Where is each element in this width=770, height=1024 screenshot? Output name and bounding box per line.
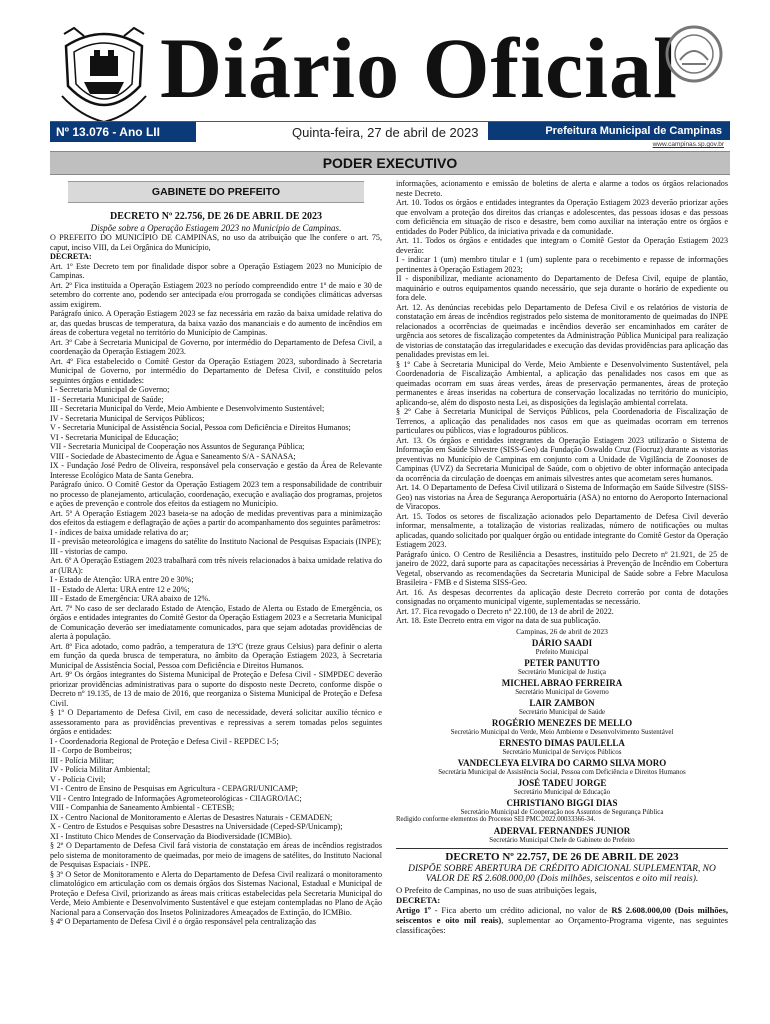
masthead-title: Diário Oficial xyxy=(160,20,678,116)
paragraph: V - Polícia Civil; xyxy=(50,774,106,784)
signature-role: Secretário Municipal de Governo xyxy=(515,687,609,696)
paragraph: VIII - Sociedade de Abastecimento de Água e Saneamento S/A - SANASA; xyxy=(50,451,296,461)
paragraph: I - Secretaria Municipal de Governo; xyxy=(50,385,170,394)
paragraph: IX - Centro Nacional de Monitoramento e Alertas de Desastres Naturais - CEMADEN; xyxy=(50,812,333,822)
signature-role: Secretário Municipal do Verde, Meio Ambiente e Desenvolvimento Sustentável xyxy=(450,727,674,736)
signature-name: MICHEL ABRAO FERREIRA xyxy=(501,677,623,688)
paragraph: X - Centro de Estudos e Pesquisas sobre Desastres na Universidade (Ceped-SP/Unicamp); xyxy=(50,822,343,831)
issue-date: Quinta-feira, 27 de abril de 2023 xyxy=(292,125,479,140)
decree2-subtitle: DISPÕE SOBRE ABERTURA DE CRÉDITO ADICIONAL SUPLEMENTAR, NO VALOR DE R$ 2.608.000,00 (Dois milhões, seiscentos e oito mil reais). xyxy=(408,863,716,884)
paragraph: I - Coordenadoria Regional de Proteção e Defesa Civil - REPDEC I-5; xyxy=(50,736,279,746)
paragraph: IX - Fundação José Pedro de Oliveira, responsável pela conservação e gestão da Área de Relevante Interesse Ecológico Mata de Santa Genebra. xyxy=(50,461,382,480)
paragraph: VI - Secretaria Municipal de Educação; xyxy=(50,432,179,442)
paragraph: II - previsão meteorológica e imagens do satélite do Instituto Nacional de Pesquisas Espaciais (INPE); xyxy=(50,537,382,546)
signature-block xyxy=(396,638,728,816)
paragraph: II - Corpo de Bombeiros; xyxy=(50,746,132,755)
paragraph: § 2º O Departamento de Defesa Civil fará vistoria de constatação em áreas de incêndios registrados pelo sistema de monitoramento de queimadas, por meio de imagens de satélites, do Instituto Nacional de Pesquisas Espaciais - INPE. xyxy=(50,841,382,869)
paragraph: Art. 13. Os órgãos e entidades integrantes da Operação Estiagem 2023 utilizarão o Sistema de Informação em Saúde Silvestre (SISS-Geo) da Fundação Oswaldo Cruz (Fiocruz) durante as vistorias preventivas no Município de Campinas em conjunto com a Unidade de Vigilância de Zoonoses de Campinas (UVZ) da Secretaria Municipal de Saúde, com o objetivo de obter informação antecipada da ocorrência da circulação de doenças em animais silvestres antes que acometam seres humanos. xyxy=(396,435,728,483)
paragraph: VII - Secretaria Municipal de Cooperação nos Assuntos de Segurança Pública; xyxy=(50,442,305,451)
paragraph: Art. 16. As despesas decorrentes da aplicação deste Decreto correrão por conta de dotações consignadas no orçamento municipal vigente, suplementadas se necessário. xyxy=(396,587,728,606)
city-coat-of-arms-icon xyxy=(60,26,148,124)
article-label: Artigo 1º xyxy=(396,904,431,915)
place-date: Campinas, 26 de abril de 2023 xyxy=(516,626,608,636)
paragraph: I - indicar 1 (um) membro titular e 1 (um) suplente para o recebimento e repasse de informações pertinentes à Operação Estiagem 2023; xyxy=(396,255,728,274)
paragraph: IV - Secretaria Municipal de Serviços Públicos; xyxy=(50,413,205,423)
decree2-decreta: DECRETA: xyxy=(396,894,441,905)
signature-name: PETER PANUTTO xyxy=(524,657,600,668)
decree-body-continued xyxy=(396,179,728,626)
issue-number: Nº 13.076 - Ano LII xyxy=(50,122,196,142)
paragraph: VII - Centro Integrado de Informações Agrometeorológicas - CIIAGRO/IAC; xyxy=(50,793,302,803)
redigido-note: Redigido conforme elementos do Processo SEI PMC.2022.00033366-34. xyxy=(396,815,596,823)
signature-name: ROGÉRIO MENEZES DE MELLO xyxy=(491,717,633,728)
article-text: , suplementar ao Orçamento-Programa vigente, nas seguintes classificações: xyxy=(396,914,728,935)
site-link[interactable]: www.campinas.sp.gov.br xyxy=(652,141,724,148)
paragraph: XI - Instituto Chico Mendes de Conservação da Biodiversidade (ICMBio). xyxy=(50,831,292,841)
paragraph: Art. 4º Fica estabelecido o Comitê Gestor da Operação Estiagem 2023, subordinado à Secretaria Municipal de Governo, por intermédio do Departamento de Defesa Civil, e constituído pelos seguintes órgãos e entidades: xyxy=(50,356,382,385)
decree2-intro: O Prefeito de Campinas, no uso de suas atribuições legais, xyxy=(396,884,597,895)
paragraph: § 3º O Setor de Monitoramento e Alerta do Departamento de Defesa Civil realizará o monitoramento climatológico em articulação com os demais órgãos dos Sistemas Nacional, Estadual e Municipal de Proteção e Defesa Civil, priorizando as áreas mais críticas estabelecidas pela Secretaria Municipal do Verde, Meio Ambiente e Desenvolvimento Sustentável e que estejam contempladas no Plano de Ação Nacional para a Conservação dos Insetos Polinizadores Ameaçados de Extinção, do ICMBio. xyxy=(50,869,382,917)
gabinete-header: GABINETE DO PREFEITO xyxy=(68,181,364,203)
signature-role: Secretário Municipal de Saúde xyxy=(518,707,606,716)
masthead xyxy=(0,0,770,171)
paragraph: III - Secretaria Municipal do Verde, Meio Ambiente e Desenvolvimento Sustentável; xyxy=(50,404,325,413)
paragraph: III - Estado de Emergência: URA abaixo de 12%. xyxy=(50,594,211,603)
signature-role: Secretário Municipal Chefe de Gabinete do Prefeito xyxy=(489,835,635,844)
signature-name: ADERVAL FERNANDES JUNIOR xyxy=(493,825,631,836)
prefeitura-label: Prefeitura Municipal de Campinas xyxy=(488,122,730,140)
paragraph: Art. 2º Fica instituída a Operação Estiagem 2023 no período compreendido entre 1º de maio e 30 de setembro do corrente ano, podendo ser antecipada e/ou prorrogada se condições climáticas adversas assim exigirem. xyxy=(50,280,382,309)
paragraph: Art. 12. As denúncias recebidas pelo Departamento de Defesa Civil e os relatórios de vistoria de constatação em áreas de incêndios registrados pelo sistema de monitoramento de queimadas do INPE relacionados a ocorrências de queimadas e incêndios deverão ser encaminhados em caráter de urgência aos setores de fiscalização competentes da Administração Pública Municipal para realização de vistorias de constatação das irregularidades e execução das devidas providências para aplicação das penalidades previstas em lei. xyxy=(396,302,728,359)
signature-role: Secretário Municipal de Justiça xyxy=(517,667,607,676)
paragraph: Parágrafo único. O Centro de Resiliência a Desastres, instituído pelo Decreto nº 21.921, de 25 de janeiro de 2022, dará suporte para as capacitações necessárias à Prevenção de Incêndio em Cobertura Vegetal, observando as recomendações da Secretaria Municipal de Saúde sobre a Febre Maculosa Brasileira - FMB e d Sistema SISS-Geo. xyxy=(396,549,728,587)
paragraph: VIII - Companhia de Saneamento Ambiental - CETESB; xyxy=(50,803,235,812)
paragraph: O PREFEITO DO MUNICÍPIO DE CAMPINAS, no uso da atribuição que lhe confere o art. 75, caput, inciso VIII, da Lei Orgânica do Município, xyxy=(50,233,382,252)
signature-role: Prefeito Municipal xyxy=(535,647,589,656)
signature-name: VANDECLEYA ELVIRA DO CARMO SILVA MORO xyxy=(457,757,667,768)
paragraph: Art. 14. O Departamento de Defesa Civil utilizará o Sistema de Informação em Saúde Silvestre (SISS-Geo) nas vistorias na Área de Segurança Aeroportuária (ASA) no entorno do Aeroporto Internacional de Viracopos. xyxy=(396,483,728,511)
paragraph: II - disponibilizar, mediante acionamento do Departamento de Defesa Civil, equipe de plantão, maquinário e outros equipamentos quando necessário, que seja durante o horário de expediente ou fora dele. xyxy=(396,274,728,302)
paragraph: III - vistorias de campo. xyxy=(50,546,128,556)
article-value: R$ 2.608.000,00 (Dois milhões, seiscentos e oito mil reais) xyxy=(396,904,728,925)
paragraph: II - Secretaria Municipal de Saúde; xyxy=(50,394,164,404)
paragraph: I - Estado de Atenção: URA entre 20 e 30%; xyxy=(50,575,194,584)
paragraph: Parágrafo único. A Operação Estiagem 2023 se faz necessária em razão da baixa umidade relativa do ar, das quedas bruscas de temperatura, da baixa vazão dos mananciais e do aumento de incêndios em áreas de cobertura vegetal no território do Município de Campinas. xyxy=(50,309,382,337)
decree-body xyxy=(50,233,382,927)
signature-name: DÁRIO SAADI xyxy=(531,637,593,648)
signature-role: Secretário Municipal de Educação xyxy=(513,787,611,796)
paragraph: Art. 11. Todos os órgãos e entidades que integram o Comitê Gestor da Operação Estiagem 2023 deverão: xyxy=(396,236,728,255)
signature-name: LAIR ZAMBON xyxy=(529,697,595,708)
paragraph: V - Secretaria Municipal de Assistência Social, Pessoa com Deficiência e Direitos Humanos; xyxy=(50,423,351,432)
decree2 xyxy=(396,848,728,935)
left-column xyxy=(50,179,382,927)
signature-name: JOSÉ TADEU JORGE xyxy=(517,777,607,788)
paragraph: Art. 5º A Operação Estiagem 2023 baseia-se na adoção de medidas preventivas para a minimização dos efeitos da estiagem e deflagração de ações a partir do acompanhamento dos seguintes parâmetros: xyxy=(50,508,382,527)
paragraph: Art. 10. Todos os órgãos e entidades integrantes da Operação Estiagem 2023 deverão priorizar ações que envolvam a proteção dos direitos das crianças e adolescentes, das pessoas idosas e das pessoas com deficiência em situação de risco e desastre, bem como auxiliar na interação entre os órgãos e entidades do Poder Público, da iniciativa privada e da comunidade. xyxy=(396,198,728,236)
paragraph: Art. 1º Este Decreto tem por finalidade dispor sobre a Operação Estiagem 2023 no Município de Campinas. xyxy=(50,261,382,280)
decree-subtitle: Dispõe sobre a Operação Estiagem 2023 no Município de Campinas. xyxy=(90,223,342,233)
paragraph: Art. 9º Os órgãos integrantes do Sistema Municipal de Proteção e Defesa Civil - SIMPDEC deverão priorizar providências administrativas para o suporte do disposto neste Decreto, conforme dispõe o Decreto nº 19.135, de 13 de maio de 2016, que reorganiza o Sistema Municipal de Proteção e Defesa Civil. xyxy=(50,670,382,708)
right-column xyxy=(396,179,728,935)
paragraph: § 4º O Departamento de Defesa Civil é o órgão responsável pela centralização das xyxy=(50,917,316,926)
paragraph: III - Polícia Militar; xyxy=(50,755,115,765)
decree-title: DECRETO Nº 22.756, DE 26 DE ABRIL DE 2023 xyxy=(109,211,323,222)
paragraph: informações, acionamento e emissão de boletins de alerta e alarme a todos os órgãos relacionados neste Decreto. xyxy=(396,179,728,198)
paragraph: Art. 3º Cabe à Secretaria Municipal de Governo, por intermédio do Departamento de Defesa Civil, a coordenação da Operação Estiagem 2023. xyxy=(50,337,382,356)
decree2-article-1 xyxy=(396,905,728,935)
paragraph: Art. 17. Fica revogado o Decreto nº 22.100, de 13 de abril de 2022. xyxy=(396,606,614,616)
signature-role: Secretária Municipal de Assistência Social, Pessoa com Deficiência e Direitos Humanos xyxy=(438,767,686,776)
signature-name: ERNESTO DIMAS PAULELLA xyxy=(499,737,625,748)
paragraph: Art. 15. Todos os setores de fiscalização acionados pelo Departamento de Defesa Civil deverão informar, mensalmente, a totalização de vistorias realizadas, número de notificações ou multas aplicadas, quando solicitado por qualquer órgão ou entidade integrante do Comitê Gestor da Operação Estiagem 2023. xyxy=(396,511,728,549)
paragraph: VI - Centro de Ensino de Pesquisas em Agricultura - CEPAGRI/UNICAMP; xyxy=(50,784,298,793)
paragraph: IV - Polícia Militar Ambiental; xyxy=(50,765,151,774)
paragraph: Art. 6º A Operação Estiagem 2023 trabalhará com três níveis relacionados à baixa umidade relativa do ar (URA): xyxy=(50,556,382,575)
signature-role: Secretário Municipal de Serviços Públicos xyxy=(502,747,622,756)
paragraph: § 1º O Departamento de Defesa Civil, em caso de necessidade, deverá solicitar auxílio técnico e assessoramento para as providências preventivas e repressivas a serem tomadas pelos seguintes órgãos e entidades: xyxy=(50,708,382,736)
article-text: - Fica aberto um crédito adicional, no valor de xyxy=(430,904,612,915)
paragraph: § 1º Cabe à Secretaria Municipal do Verde, Meio Ambiente e Desenvolvimento Sustentável, pela Coordenadoria de Fiscalização Ambiental, a aplicação das penalidades nos casos em que as queimadas ocorram em suas áreas verdes, áreas de preservação permanentes, áreas de proteção permanentes e áreas inseridas na cobertura de conservação localizadas no território do município, aplicando-se, além do disposto nesta Lei, as disposições da legislação ambiental correlata. xyxy=(396,359,728,407)
paragraph: I - índices de baixa umidade relativa do ar; xyxy=(50,527,189,537)
city-seal-icon xyxy=(664,24,724,84)
paragraph: Parágrafo único. O Comitê Gestor da Operação Estiagem 2023 tem a responsabilidade de contribuir no processo de planejamento, articulação, coordenação, execução e avaliação dos programas, projetos e ações de prevenção e controle dos efeitos da estiagem no Município. xyxy=(50,480,382,508)
paragraph: § 2º Cabe à Secretaria Municipal de Serviços Públicos, pela Coordenadoria de Fiscalização de Terrenos, a aplicação das penalidades nos casos em que as queimadas ocorram em terrenos particulares ou públicos, vias e logradouros públicos. xyxy=(396,407,728,435)
paragraph: Art. 7º No caso de ser declarado Estado de Atenção, Estado de Alerta ou Estado de Emergência, os órgãos e entidades integrantes do Comitê Gestor da Operação Estiagem 2023 e a Secretaria Municipal de Comunicação deverão ser imediatamente comunicados, para que sejam adotadas providências de alerta à população. xyxy=(50,603,382,641)
section-header: PODER EXECUTIVO xyxy=(50,151,730,175)
paragraph: Art. 8º Fica adotado, como padrão, a temperatura de 13ºC (treze graus Celsius) para definir o alerta em função da queda brusca de temperatura, no âmbito da Operação Estiagem 2023, à Secretaria Municipal de Assistência Social, Pessoa com Deficiência e Direitos Humanos. xyxy=(50,641,382,670)
signature-role: Secretário Municipal de Cooperação nos Assuntos de Segurança Pública xyxy=(460,807,664,816)
signature-name: CHRISTIANO BIGGI DIAS xyxy=(506,797,618,808)
paragraph: Art. 18. Este Decreto entra em vigor na data de sua publicação. xyxy=(396,616,601,625)
decree2-title: DECRETO Nº 22.757, DE 26 DE ABRIL DE 2023 xyxy=(445,850,679,863)
paragraph: DECRETA: xyxy=(50,252,92,261)
paragraph: II - Estado de Alerta: URA entre 12 e 20%; xyxy=(50,584,190,594)
